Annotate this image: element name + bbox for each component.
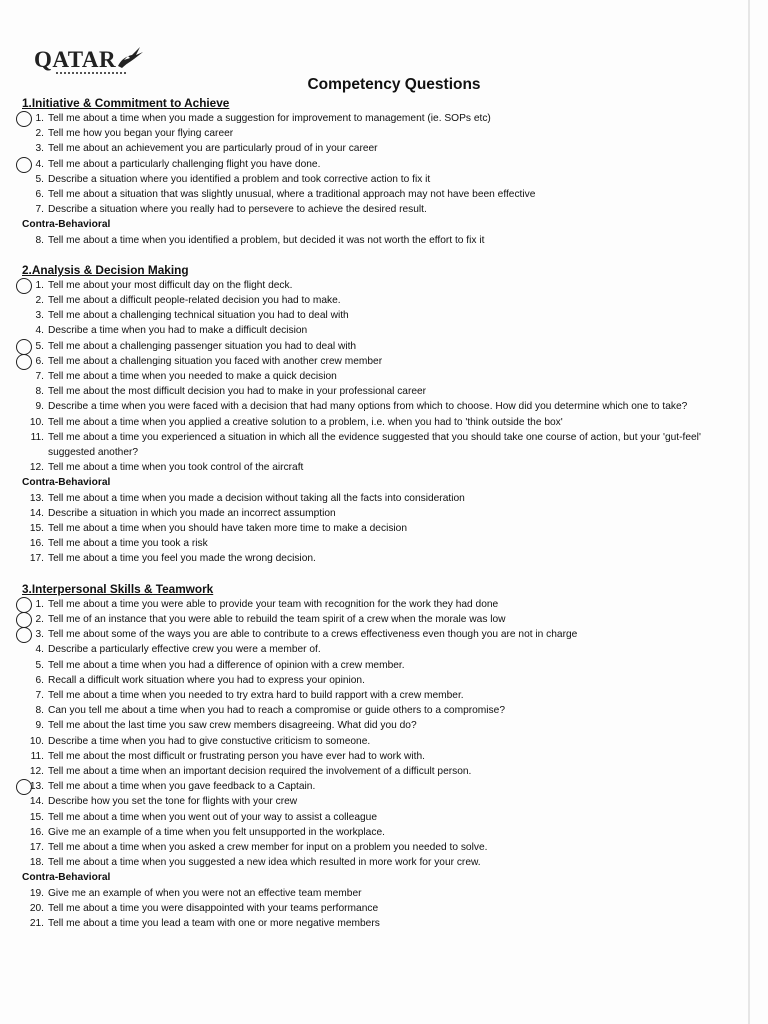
- question-number: 18.: [29, 857, 44, 869]
- question-number: 3.: [35, 143, 44, 155]
- question-text: Tell me about a time when you needed to make a quick decision: [48, 371, 337, 383]
- question-number: 6.: [35, 674, 44, 686]
- question-item: [22, 673, 722, 688]
- question-text: Tell me about a time you lead a team with one or more negative members: [48, 917, 380, 929]
- question-text: Describe how you set the tone for flights with your crew: [48, 796, 298, 808]
- question-text: Describe a time when you had to give constuctive criticism to someone.: [48, 735, 371, 747]
- question-number: 13.: [29, 492, 44, 504]
- section-gap: [22, 248, 722, 262]
- question-text: Tell me about a time when you applied a creative solution to a problem, i.e. when you had to 'think outside the box': [48, 416, 563, 428]
- question-number: 13.: [22, 779, 48, 794]
- question-text: Tell me about a time you were disappointed with your teams performance: [48, 902, 379, 914]
- question-text: Tell me about a time when you asked a crew member for input on a problem you needed to solve.: [48, 841, 488, 853]
- question-number: 5.: [35, 173, 44, 185]
- section-gap: [22, 567, 722, 581]
- question-item: [22, 688, 722, 703]
- section-title: 1.Initiative & Commitment to Achieve: [22, 96, 230, 110]
- question-item: [22, 810, 722, 825]
- question-number: 3.: [22, 627, 48, 642]
- question-text: Describe a time when you were faced with a decision that had many options from which to choose. How did you determine which one to take?: [48, 401, 688, 413]
- question-number: 17.: [29, 553, 44, 565]
- question-text: Describe a situation where you really had to persevere to achieve the desired result.: [48, 204, 427, 216]
- question-text: Tell me about a time when you went out of your way to assist a colleague: [48, 811, 378, 823]
- question-number: 8.: [35, 234, 44, 246]
- logo-text: QATAR: [34, 47, 117, 72]
- section-1: [22, 95, 722, 248]
- question-text: Tell me about a time when you identified a problem, but decided it was not worth the effort to fix it: [48, 234, 485, 246]
- contra-question-item: [22, 536, 722, 551]
- question-item: [22, 202, 722, 217]
- question-item: [22, 764, 722, 779]
- contra-question-item: [22, 521, 722, 536]
- question-item: [22, 658, 722, 673]
- question-number: 9.: [35, 720, 44, 732]
- question-number: 2.: [35, 128, 44, 140]
- question-number: 10.: [29, 735, 44, 747]
- question-text: Tell me about a time when you needed to try extra hard to build rapport with a crew member.: [48, 689, 464, 701]
- question-text: Tell me about a time when you suggested a new idea which resulted in more work for your crew.: [48, 857, 481, 869]
- question-item: [22, 855, 722, 870]
- question-item: [22, 293, 722, 308]
- oryx-icon: [116, 46, 144, 70]
- question-number: 2.: [35, 295, 44, 307]
- question-item: [22, 399, 722, 414]
- contra-question-item: [22, 233, 722, 248]
- question-number: 2.: [22, 612, 48, 627]
- question-number: 7.: [35, 371, 44, 383]
- contra-question-item: [22, 506, 722, 521]
- question-text: Tell me about the most difficult or frustrating person you have ever had to work with.: [48, 750, 425, 762]
- question-number: 5.: [35, 659, 44, 671]
- question-text: Tell me about an achievement you are particularly proud of in your career: [48, 143, 378, 155]
- contra-question-item: [22, 491, 722, 506]
- question-text: Tell me about a time when an important decision required the involvement of a difficult person.: [48, 765, 472, 777]
- question-number: 11.: [30, 750, 44, 762]
- question-item: [22, 157, 722, 172]
- contra-question-item: [22, 886, 722, 901]
- question-number: 1.: [22, 111, 48, 126]
- question-item: [22, 734, 722, 749]
- question-text: Tell me about your most difficult day on the flight deck.: [48, 279, 293, 291]
- question-number: 8.: [35, 386, 44, 398]
- question-text: Tell me about a time when you made a suggestion for improvement to management (ie. SOPs etc): [48, 113, 491, 124]
- question-item: [22, 794, 722, 809]
- section-3: [22, 581, 722, 931]
- question-item: [22, 627, 722, 642]
- question-number: 14.: [29, 507, 44, 519]
- question-number: 7.: [35, 204, 44, 216]
- questions-content: [22, 95, 722, 931]
- question-text: Tell me about a challenging situation you faced with another crew member: [48, 355, 383, 367]
- question-number: 7.: [35, 689, 44, 701]
- question-item: [22, 612, 722, 627]
- question-item: [22, 354, 722, 369]
- question-number: 4.: [35, 644, 44, 656]
- question-number: 12.: [29, 765, 44, 777]
- question-text: Describe a situation in which you made an incorrect assumption: [48, 507, 336, 519]
- question-text: Tell me about a time when you took control of the aircraft: [48, 462, 304, 474]
- question-item: [22, 323, 722, 338]
- contra-behavioral-label: Contra-Behavioral: [22, 477, 111, 489]
- question-item: [22, 840, 722, 855]
- question-item: [22, 384, 722, 399]
- question-item: [22, 111, 722, 126]
- question-number: 6.: [35, 189, 44, 201]
- question-item: [22, 718, 722, 733]
- question-text: Tell me about a time you were able to provide your team with recognition for the work they had done: [48, 598, 499, 610]
- question-number: 20.: [29, 902, 44, 914]
- question-item: [22, 126, 722, 141]
- question-number: 15.: [29, 811, 44, 823]
- question-text: Tell me about a time when you made a decision without taking all the facts into consideration: [48, 492, 465, 504]
- question-number: 9.: [35, 401, 44, 413]
- question-text: Describe a particularly effective crew you were a member of.: [48, 644, 321, 656]
- contra-question-item: [22, 901, 722, 916]
- question-text: Tell me about a challenging technical situation you had to deal with: [48, 310, 349, 322]
- question-text: Recall a difficult work situation where you had to express your opinion.: [48, 674, 365, 686]
- question-number: 14.: [29, 796, 44, 808]
- question-text: Describe a time when you had to make a difficult decision: [48, 325, 308, 337]
- question-text: Tell me about a difficult people-related decision you had to make.: [48, 295, 341, 307]
- question-item: [22, 415, 722, 430]
- question-item: [22, 642, 722, 657]
- contra-behavioral-label: Contra-Behavioral: [22, 872, 111, 884]
- page-title: Competency Questions: [307, 76, 481, 93]
- question-item: [22, 187, 722, 202]
- question-text: Tell me about a time you feel you made the wrong decision.: [48, 553, 316, 565]
- question-item: [22, 172, 722, 187]
- question-text: Tell me about a time when you should have taken more time to make a decision: [48, 523, 408, 535]
- question-number: 12.: [29, 462, 44, 474]
- question-number: 5.: [22, 339, 48, 354]
- question-text: Tell me about a time when you gave feedback to a Captain.: [48, 781, 316, 793]
- page-edge: [748, 0, 750, 1024]
- question-number: 1.: [22, 597, 48, 612]
- question-text: Tell me about a time you experienced a situation in which all the evidence suggested that you should take one course of action, but your 'gut-feel' suggested another?: [48, 431, 701, 459]
- question-item: [22, 141, 722, 156]
- question-text: Describe a situation where you identified a problem and took corrective action to fix it: [48, 173, 431, 185]
- question-text: Tell me about a time you took a risk: [48, 538, 208, 550]
- question-text: Tell me about the most difficult decision you had to make in your professional career: [48, 386, 427, 398]
- question-number: 3.: [35, 310, 44, 322]
- question-text: Tell me about some of the ways you are able to contribute to a crews effectiveness even though you are not in charge: [48, 629, 578, 641]
- question-number: 4.: [35, 325, 44, 337]
- contra-question-item: [22, 551, 722, 566]
- question-text: Tell me about a particularly challenging flight you have done.: [48, 158, 321, 170]
- question-number: 4.: [22, 157, 48, 172]
- question-item: [22, 779, 722, 794]
- question-text: Tell me of an instance that you were able to rebuild the team spirit of a crew when the morale was low: [48, 613, 506, 625]
- question-number: 19.: [29, 887, 44, 899]
- question-number: 16.: [29, 538, 44, 550]
- question-text: Give me an example of a time when you felt unsupported in the workplace.: [48, 826, 385, 838]
- question-text: Tell me about the last time you saw crew members disagreeing. What did you do?: [48, 720, 417, 732]
- question-number: 8.: [35, 705, 44, 717]
- question-text: Tell me about a time when you had a difference of opinion with a crew member.: [48, 659, 405, 671]
- contra-behavioral-label: Contra-Behavioral: [22, 219, 111, 231]
- qatar-logo: [34, 48, 144, 72]
- question-item: [22, 825, 722, 840]
- question-text: Tell me about a challenging passenger situation you had to deal with: [48, 340, 357, 352]
- question-item: [22, 369, 722, 384]
- contra-question-item: [22, 916, 722, 931]
- question-text: Can you tell me about a time when you had to reach a compromise or guide others to a compromise?: [48, 705, 505, 717]
- question-item: [22, 597, 722, 612]
- question-item: [22, 308, 722, 323]
- question-number: 21.: [29, 917, 44, 929]
- section-2: [22, 262, 722, 567]
- question-text: Give me an example of when you were not an effective team member: [48, 887, 362, 899]
- question-number: 11.: [30, 431, 44, 443]
- section-title: 2.Analysis & Decision Making: [22, 262, 189, 277]
- question-text: Tell me about a situation that was slightly unusual, where a traditional approach may not have been effective: [48, 189, 536, 201]
- question-number: 15.: [29, 523, 44, 535]
- question-number: 1.: [22, 278, 48, 293]
- question-number: 10.: [29, 416, 44, 428]
- question-item: [22, 278, 722, 293]
- section-title: 3.Interpersonal Skills & Teamwork: [22, 581, 214, 596]
- question-item: [22, 703, 722, 718]
- question-item: [22, 339, 722, 354]
- question-number: 17.: [29, 841, 44, 853]
- question-number: 16.: [29, 826, 44, 838]
- question-text: Tell me how you began your flying career: [48, 128, 234, 140]
- question-item: [22, 460, 722, 475]
- question-item: [22, 749, 722, 764]
- question-item: [22, 430, 722, 460]
- question-number: 6.: [22, 354, 48, 369]
